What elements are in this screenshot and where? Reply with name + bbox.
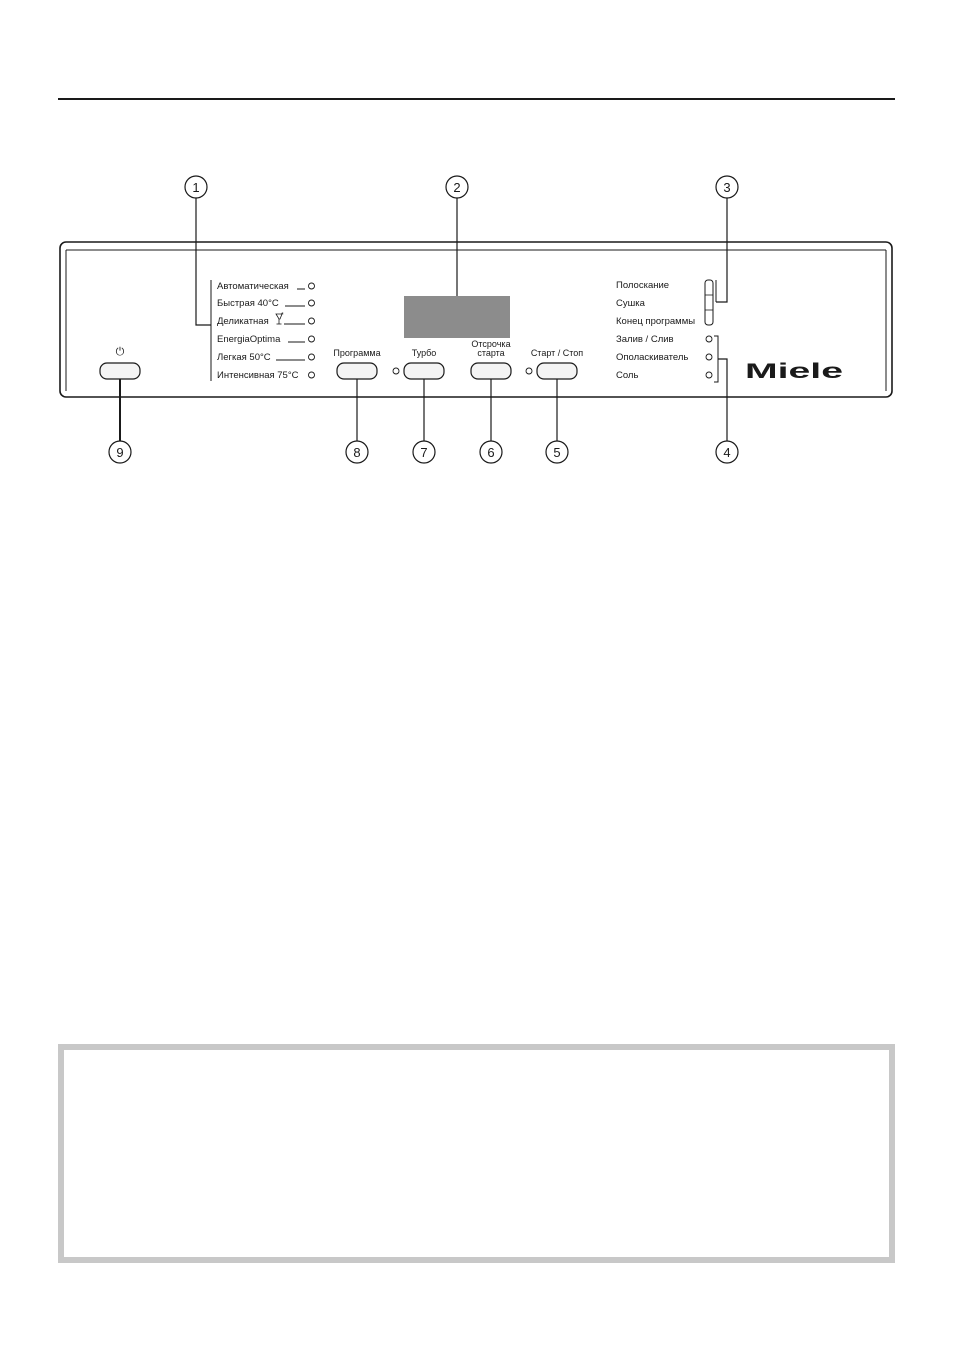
program-lamp bbox=[309, 372, 315, 378]
start-stop-button[interactable] bbox=[537, 363, 577, 379]
turbo-lamp bbox=[393, 368, 399, 374]
program-button-label: Программа bbox=[333, 348, 381, 358]
callout-5 bbox=[546, 441, 568, 463]
status-indicator-bar bbox=[705, 280, 713, 325]
svg-text:9: 9 bbox=[116, 445, 124, 460]
time-display bbox=[404, 296, 510, 338]
status-label-end: Конец программы bbox=[616, 316, 696, 327]
callout-leader-4 bbox=[718, 359, 727, 441]
note-box bbox=[58, 1044, 895, 1263]
callout-2 bbox=[446, 176, 468, 198]
program-label-intensive: Интенсивная 75°C bbox=[217, 370, 299, 381]
delay-start-label-line2: старта bbox=[477, 348, 505, 358]
callout-7 bbox=[413, 441, 435, 463]
refill-lamp bbox=[706, 336, 712, 342]
program-label-energy: EnergiaOptima bbox=[217, 334, 281, 345]
program-lamp bbox=[309, 318, 315, 324]
delay-start-label-line1: Отсрочка bbox=[471, 339, 511, 349]
power-icon: ⏻ bbox=[115, 346, 125, 358]
turbo-button[interactable] bbox=[404, 363, 444, 379]
refill-label-salt: Соль bbox=[616, 370, 639, 381]
svg-text:7: 7 bbox=[420, 445, 428, 460]
program-button[interactable] bbox=[337, 363, 377, 379]
callout-8 bbox=[346, 441, 368, 463]
refill-lamp bbox=[706, 372, 712, 378]
refill-label-rinse-aid: Ополаскиватель bbox=[616, 352, 689, 363]
star-icon: * bbox=[281, 312, 284, 319]
svg-text:2: 2 bbox=[453, 180, 461, 195]
start-stop-button-label: Старт / Стоп bbox=[530, 348, 584, 358]
program-lamp bbox=[309, 336, 315, 342]
program-label-light: Легкая 50°C bbox=[217, 352, 271, 363]
delay-start-button[interactable] bbox=[471, 363, 511, 379]
callout-4 bbox=[716, 441, 738, 463]
turbo-button-label: Турбо bbox=[411, 348, 437, 358]
program-label-quick: Быстрая 40°C bbox=[217, 298, 279, 309]
start-stop-lamp bbox=[526, 368, 532, 374]
callout-3 bbox=[716, 176, 738, 198]
svg-text:8: 8 bbox=[353, 445, 361, 460]
refill-bracket bbox=[714, 336, 718, 382]
program-lamp bbox=[309, 283, 315, 289]
program-lamp bbox=[309, 300, 315, 306]
power-button[interactable] bbox=[100, 363, 140, 379]
program-label-gentle: Деликатная bbox=[217, 316, 269, 327]
callout-6 bbox=[480, 441, 502, 463]
svg-text:3: 3 bbox=[723, 180, 731, 195]
callout-leader-1 bbox=[196, 198, 211, 325]
status-label-rinse: Полоскание bbox=[616, 280, 670, 291]
svg-text:5: 5 bbox=[553, 445, 561, 460]
refill-label-water: Залив / Слив bbox=[616, 334, 674, 345]
refill-lamp bbox=[706, 354, 712, 360]
svg-text:1: 1 bbox=[192, 180, 200, 195]
svg-text:4: 4 bbox=[723, 445, 731, 460]
status-label-dry: Сушка bbox=[616, 298, 645, 309]
callout-9 bbox=[109, 441, 131, 463]
program-lamp bbox=[309, 354, 315, 360]
miele-logo: Miele bbox=[745, 360, 843, 383]
svg-text:6: 6 bbox=[487, 445, 495, 460]
program-label-automatic: Автоматическая bbox=[217, 281, 289, 292]
callout-1 bbox=[185, 176, 207, 198]
